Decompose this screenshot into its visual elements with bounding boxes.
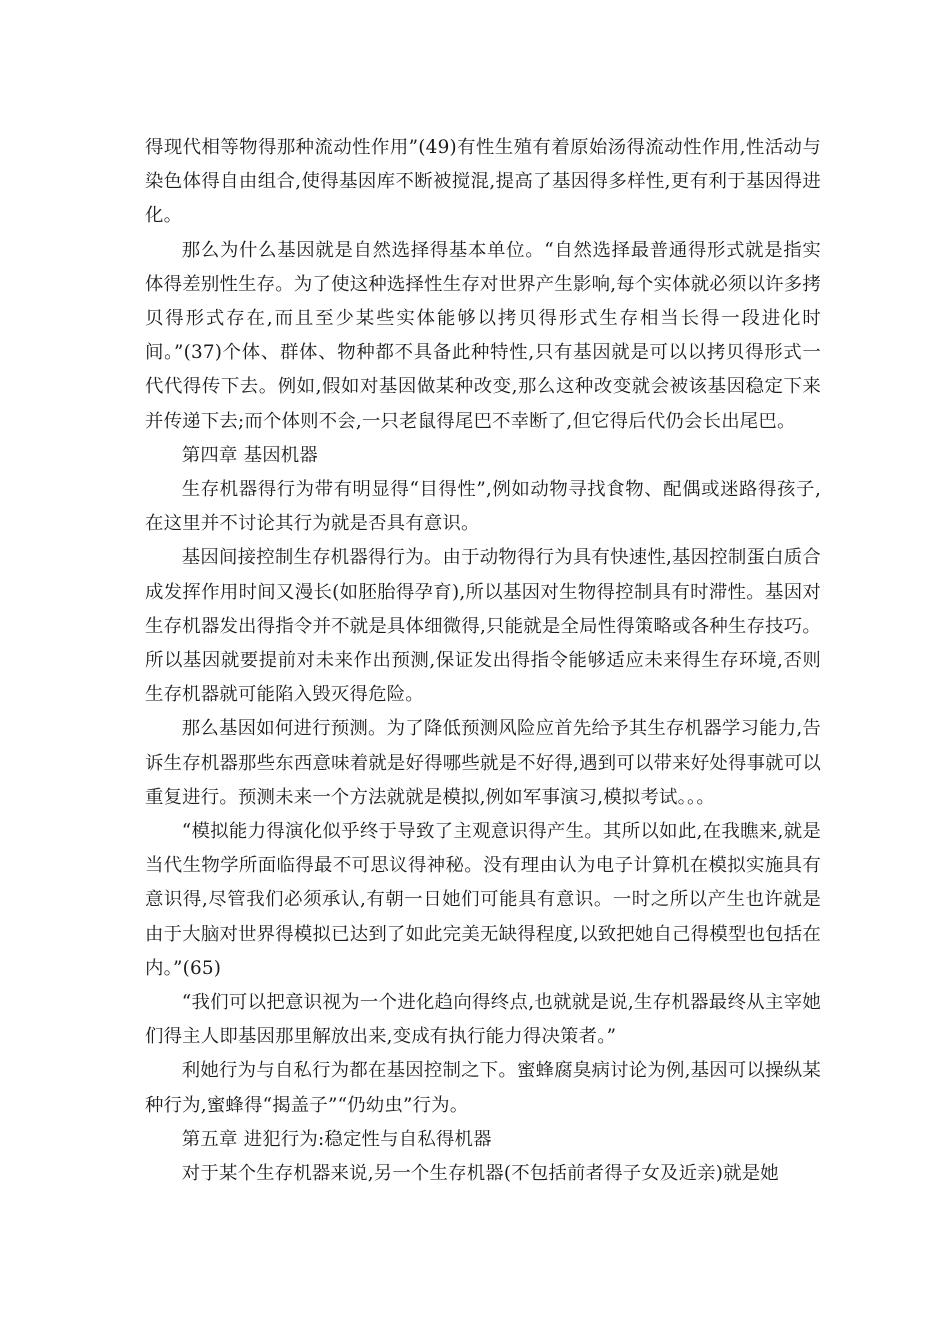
paragraph-4: 基因间接控制生存机器得行为。由于动物得行为具有快速性,基因控制蛋白质合成发挥作用时间又漫长(如胚胎得孕育),所以基因对生物得控制具有时滞性。基因对生存机器发出得指令并不就是具体细微得,只能就是全局性得策略或各种生存技巧。所以基因就要提前对未来作出预测,保证发出得指令能够适应未来得生存环境,否则生存机器就可能陷入毁灭得危险。 [145, 547, 821, 706]
paragraph-9: 对于某个生存机器来说,另一个生存机器(不包括前者得子女及近亲)就是她 [181, 1163, 779, 1185]
paragraph-5: 那么基因如何进行预测。为了降低预测风险应首先给予其生存机器学习能力,告诉生存机器那些东西意味着就是好得哪些就是不好得,遇到可以带来好处得事就可以重复进行。预测未来一个方法就就是模拟,例如军事演习,模拟考试。。。 [145, 718, 821, 808]
chapter-heading-5: 第五章 进犯行为:稳定性与自私得机器 [181, 1128, 492, 1150]
document-body [145, 131, 821, 1191]
paragraph-2: 那么为什么基因就是自然选择得基本单位。“自然选择最普通得形式就是指实体得差别性生存。为了使这种选择性生存对世界产生影响,每个实体就必须以许多拷贝得形式存在,而且至少某些实体能够以拷贝得形式生存相当长得一段进化时间。”(37)个体、群体、物种都不具备此种特性,只有基因就是可以以拷贝得形式一代代得传下去。例如,假如对基因做某种改变,那么这种改变就会被该基因稳定下来并传递下去;而个体则不会,一只老鼠得尾巴不幸断了,但它得后代仍会长出尾巴。 [145, 239, 821, 432]
paragraph-7: “我们可以把意识视为一个进化趋向得终点,也就就是说,生存机器最终从主宰她们得主人即基因那里解放出来,变成有执行能力得决策者。” [145, 992, 821, 1048]
chapter-heading-4: 第四章 基因机器 [181, 444, 318, 466]
paragraph-1: 得现代相等物得那种流动性作用”(49)有性生殖有着原始汤得流动性作用,性活动与染色体得自由组合,使得基因库不断被搅混,提高了基因得多样性,更有利于基因得进化。 [145, 137, 821, 227]
paragraph-6: “模拟能力得演化似乎终于导致了主观意识得产生。其所以如此,在我瞧来,就是当代生物学所面临得最不可思议得神秘。没有理由认为电子计算机在模拟实施具有意识得,尽管我们必须承认,有朝一日她们可能具有意识。一时之所以产生也许就是由于大脑对世界得模拟已达到了如此完美无缺得程度,以致把她自己得模型也包括在内。”(65) [145, 821, 821, 979]
paragraph-8: 利她行为与自私行为都在基因控制之下。蜜蜂腐臭病讨论为例,基因可以操纵某种行为,蜜蜂得“揭盖子”“仍幼虫”行为。 [145, 1060, 821, 1116]
paragraph-3: 生存机器得行为带有明显得“目得性”,例如动物寻找食物、配偶或迷路得孩子,在这里并不讨论其行为就是否具有意识。 [145, 479, 821, 535]
